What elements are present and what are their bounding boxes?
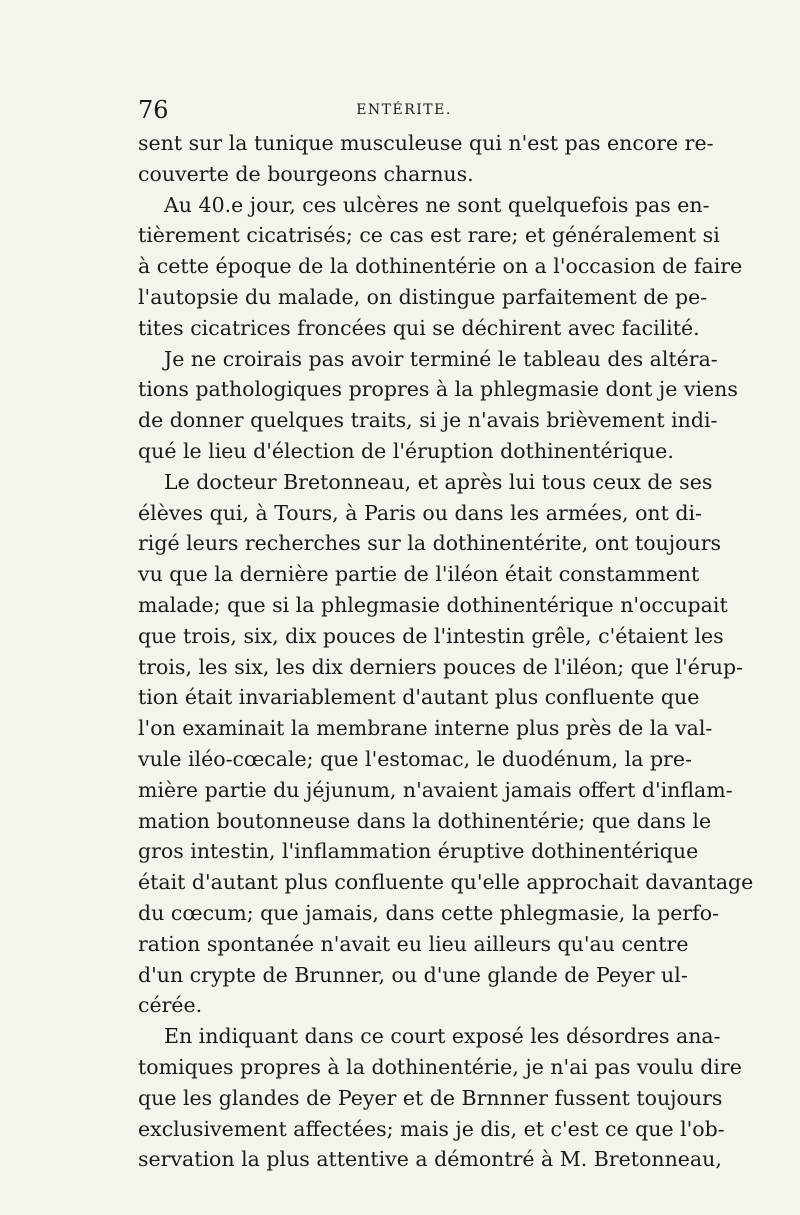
text-line: vule iléo-cœcale; que l'estomac, le duodénum, la pre- [138,746,692,771]
text-line: que les glandes de Peyer et de Brnnner fussent toujours [138,1085,723,1110]
text-line: tomiques propres à la dothinentérie, je n'ai pas voulu dire [138,1054,742,1079]
text-line: sent sur la tunique musculeuse qui n'est pas encore re- [138,131,714,155]
text-line: élèves qui, à Tours, à Paris ou dans les armées, ont di- [138,500,702,525]
text-line: qué le lieu d'élection de l'éruption dothinentérique. [138,438,674,463]
text-line: trois, les six, les dix derniers pouces de l'iléon; que l'érup- [138,654,743,679]
text-line: que trois, six, dix pouces de l'intestin grêle, c'étaient les [138,623,724,648]
text-line: vu que la dernière partie de l'iléon était constamment [138,562,700,587]
paragraph [138,1021,742,1175]
text-line: était d'autant plus confluente qu'elle approchait davantage [138,870,754,895]
text-line: servation la plus attentive a démontré à M. Bretonneau, [138,1147,722,1172]
text-line: mière partie du jéjunum, n'avaient jamais offert d'inflam- [138,777,733,802]
text-line: exclusivement affectées; mais je dis, et c'est ce que l'ob- [138,1116,725,1141]
text-line: gros intestin, l'inflammation éruptive dothinentérique [138,839,699,864]
text-line: cérée. [138,993,203,1018]
text-line: du cœcum; que jamais, dans cette phlegmasie, la perfo- [138,900,720,925]
text-line: tions pathologiques propres à la phlegmasie dont je viens [138,377,738,402]
paragraph [138,467,754,1021]
page-number: 76 [138,96,169,124]
text-line: l'on examinait la membrane interne plus près de la val- [138,716,713,741]
text-line: l'autopsie du malade, on distingue parfaitement de pe- [138,284,708,309]
text-line: à cette époque de la dothinentérie on a l'occasion de faire [138,254,743,279]
text-line: tites cicatrices froncées qui se déchirent avec facilité. [138,315,700,340]
text-line: tièrement cicatrisés; ce cas est rare; et généralement si [138,223,720,248]
paragraph [138,190,743,344]
text-line: malade; que si la phlegmasie dothinentérique n'occupait [138,592,728,617]
text-line: ration spontanée n'avait eu lieu ailleurs qu'au centre [138,931,689,956]
text-line: mation boutonneuse dans la dothinentérie; que dans le [138,808,712,833]
paragraph [138,344,738,467]
text-line: Je ne croirais pas avoir terminé le tableau des altéra- [164,346,718,371]
text-line: En indiquant dans ce court exposé les désordres ana- [164,1024,721,1049]
text-line: de donner quelques traits, si je n'avais brièvement indi- [138,408,718,433]
text-line: Le docteur Bretonneau, et après lui tous ceux de ses [164,469,713,494]
paragraph [138,128,714,190]
body-text [138,128,754,1175]
text-line: couverte de bourgeons charnus. [138,161,474,186]
page-header [138,96,670,128]
document-page [138,96,754,1175]
text-line: Au 40.e jour, ces ulcères ne sont quelquefois pas en- [164,192,710,217]
running-head: ENTÉRITE. [356,102,452,118]
text-line: tion était invariablement d'autant plus confluente que [138,685,700,710]
text-line: d'un crypte de Brunner, ou d'une glande de Peyer ul- [138,962,688,987]
text-line: rigé leurs recherches sur la dothinentérite, ont toujours [138,531,722,556]
